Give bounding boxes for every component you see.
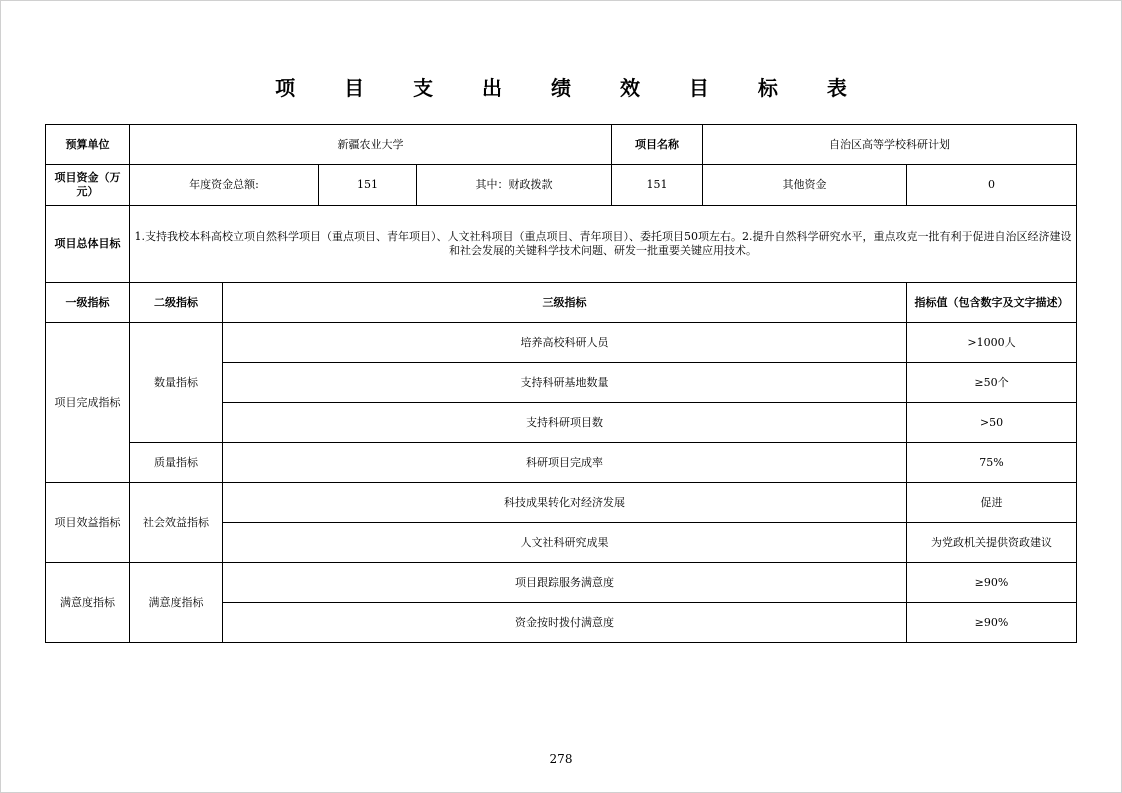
- indicator-name: 科研项目完成率: [223, 443, 907, 483]
- social-benefit-level2: 社会效益指标: [130, 483, 223, 563]
- indicator-value: ≥90%: [907, 563, 1077, 603]
- table-row: [46, 563, 1077, 603]
- quality-level2: 质量指标: [130, 443, 223, 483]
- table-row: [46, 443, 1077, 483]
- goal-row: [46, 206, 1077, 283]
- indicator-name: 人文社科研究成果: [223, 523, 907, 563]
- col-level1-header: 一级指标: [46, 283, 130, 323]
- budget-unit-label: 预算单位: [46, 125, 130, 165]
- indicator-name: 支持科研基地数量: [223, 363, 907, 403]
- benefit-level1: 项目效益指标: [46, 483, 130, 563]
- other-funds-value: 0: [907, 165, 1077, 206]
- table-row: [46, 323, 1077, 363]
- indicator-value: >50: [907, 403, 1077, 443]
- project-name-label: 项目名称: [612, 125, 703, 165]
- fiscal-funds-value: 151: [612, 165, 703, 206]
- quantity-level2: 数量指标: [130, 323, 223, 443]
- satisfaction-level2: 满意度指标: [130, 563, 223, 643]
- indicator-name: 资金按时拨付满意度: [223, 603, 907, 643]
- indicator-value: 为党政机关提供资政建议: [907, 523, 1077, 563]
- performance-table: [45, 124, 1077, 643]
- page-number: 278: [549, 752, 573, 766]
- total-funds-value: 151: [319, 165, 417, 206]
- indicator-name: 培养高校科研人员: [223, 323, 907, 363]
- indicator-value: ≥50个: [907, 363, 1077, 403]
- indicator-name: 支持科研项目数: [223, 403, 907, 443]
- indicator-value: >1000人: [907, 323, 1077, 363]
- total-funds-label: 年度资金总额:: [130, 165, 319, 206]
- goal-label: 项目总体目标: [46, 206, 130, 283]
- budget-unit-value: 新疆农业大学: [130, 125, 612, 165]
- indicator-name: 项目跟踪服务满意度: [223, 563, 907, 603]
- funds-row: [46, 165, 1077, 206]
- indicator-value: 促进: [907, 483, 1077, 523]
- budget-unit-row: [46, 125, 1077, 165]
- completion-level1: 项目完成指标: [46, 323, 130, 483]
- indicator-value: 75%: [907, 443, 1077, 483]
- col-value-header: 指标值（包含数字及文字描述）: [907, 283, 1077, 323]
- indicator-value: ≥90%: [907, 603, 1077, 643]
- indicator-name: 科技成果转化对经济发展: [223, 483, 907, 523]
- other-funds-label: 其他资金: [703, 165, 907, 206]
- fiscal-funds-label: 其中：财政拨款: [417, 165, 612, 206]
- funds-label: 项目资金（万元）: [46, 165, 130, 206]
- table-row: [46, 483, 1077, 523]
- project-name-value: 自治区高等学校科研计划: [703, 125, 1077, 165]
- satisfaction-level1: 满意度指标: [46, 563, 130, 643]
- page-title: 项 目 支 出 绩 效 目 标 表: [275, 76, 868, 100]
- column-header-row: [46, 283, 1077, 323]
- col-level3-header: 三级指标: [223, 283, 907, 323]
- col-level2-header: 二级指标: [130, 283, 223, 323]
- goal-text: 1.支持我校本科高校立项自然科学项目（重点项目、青年项目）、人文社科项目（重点项目、青年项目）、委托项目50项左右。2.提升自然科学研究水平，重点攻克一批有利于促进自治区经济建设和社会发展的关键科学技术问题、研发一批重要关键应用技术。: [130, 206, 1077, 283]
